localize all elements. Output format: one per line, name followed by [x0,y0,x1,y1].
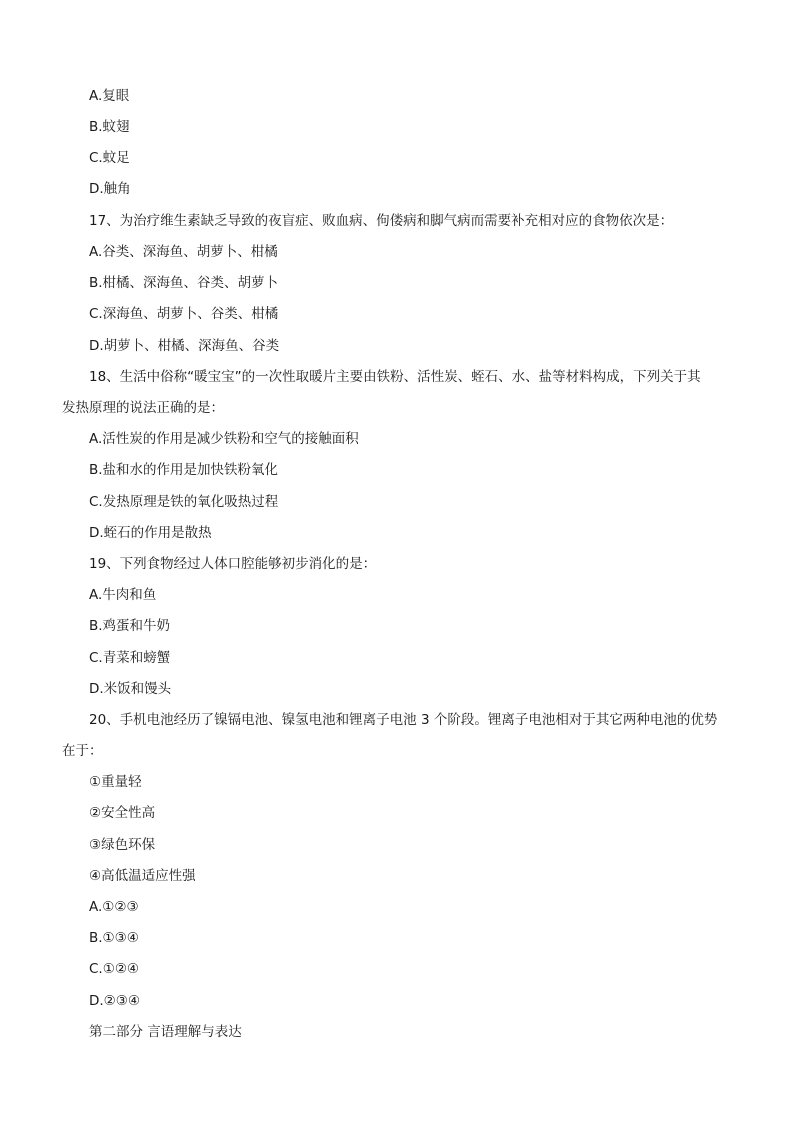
q19-option-a: A.牛肉和鱼 [89,587,157,603]
q18-option-b: B.盐和水的作用是加快铁粉氧化 [89,462,279,478]
q20-stem-line2: 在于： [62,743,103,759]
q18-option-c: C.发热原理是铁的氧化吸热过程 [89,494,279,510]
q20-option-d: D.②③④ [89,993,140,1009]
q17-option-a: A.谷类、深海鱼、胡萝卜、柑橘 [89,244,278,260]
q17-option-c: C.深海鱼、胡萝卜、谷类、柑橘 [89,306,279,322]
q16-option-a: A.复眼 [89,88,130,104]
q20-statement-1: ①重量轻 [89,774,142,790]
q19-option-d: D.米饭和馒头 [89,681,172,697]
section-heading: 第二部分 言语理解与表达 [89,1024,242,1040]
q17-stem: 17、为治疗维生素缺乏导致的夜盲症、败血病、佝偻病和脚气病而需要补充相对应的食物依次是： [89,213,674,229]
q16-option-c: C.蚊足 [89,150,130,166]
q20-statement-2: ②安全性高 [89,805,156,821]
q19-option-c: C.青菜和螃蟹 [89,650,171,666]
q19-stem: 19、下列食物经过人体口腔能够初步消化的是： [89,556,377,572]
q19-option-b: B.鸡蛋和牛奶 [89,618,171,634]
q20-stem-line1: 20、手机电池经历了镍镉电池、镍氢电池和锂离子电池 3 个阶段。锂离子电池相对于其它两种电池的优势 [89,712,718,728]
q20-statement-4: ④高低温适应性强 [89,868,196,884]
q20-option-b: B.①③④ [89,930,139,946]
q20-statement-3: ③绿色环保 [89,837,156,853]
q20-option-c: C.①②④ [89,961,140,977]
q18-stem-line2: 发热原理的说法正确的是： [62,400,224,416]
q16-option-d: D.触角 [89,181,131,197]
q17-option-d: D.胡萝卜、柑橘、深海鱼、谷类 [89,338,280,354]
q20-option-a: A.①②③ [89,899,139,915]
q18-option-a: A.活性炭的作用是减少铁粉和空气的接触面积 [89,431,359,447]
q17-option-b: B.柑橘、深海鱼、谷类、胡萝卜 [89,275,279,291]
q18-stem-line1: 18、生活中俗称“暖宝宝”的一次性取暖片主要由铁粉、活性炭、蛭石、水、盐等材料构成，下列关于其 [89,369,701,385]
q18-option-d: D.蛭石的作用是散热 [89,525,212,541]
q16-option-b: B.蚊翅 [89,119,130,135]
